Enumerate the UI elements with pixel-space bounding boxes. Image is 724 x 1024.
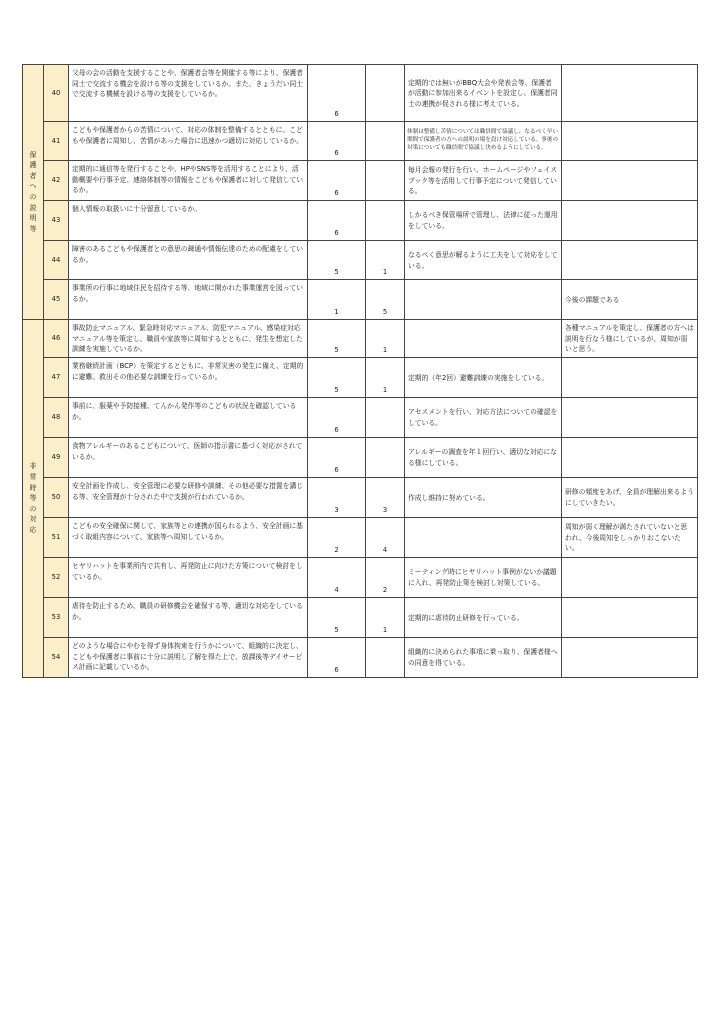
yes-count: 2 (308, 518, 366, 558)
improvement-cell (562, 65, 698, 122)
category-cell (23, 320, 44, 678)
comment-cell: 作成し維持に努めている。 (405, 478, 562, 518)
yes-count: 1 (308, 280, 366, 320)
item-number: 53 (44, 598, 69, 638)
item-number: 47 (44, 358, 69, 398)
item-number: 49 (44, 438, 69, 478)
item-text: 事業所の行事に地域住民を招待する等、地域に開かれた事業運営を図っているか。 (69, 280, 308, 320)
item-text: 業務継続計画（BCP）を策定するとともに、非常災害の発生に備え、定期的に避難、救出その他必要な訓練を行っているか。 (69, 358, 308, 398)
improvement-cell (562, 398, 698, 438)
item-text: こどもの安全確保に関して、家族等との連携が図られるよう、安全計画に基づく取組内容について、家族等へ周知しているか。 (69, 518, 308, 558)
table-row (23, 598, 698, 638)
item-text: 障害のあるこどもや保護者との意思の疎通や情報伝達のための配慮をしているか。 (69, 241, 308, 280)
table-row (23, 638, 698, 678)
table-row (23, 201, 698, 241)
yes-count: 3 (308, 478, 366, 518)
improvement-cell (562, 438, 698, 478)
table-row (23, 478, 698, 518)
table-row (23, 280, 698, 320)
item-number: 40 (44, 65, 69, 122)
item-text: 事前に、服薬や予防接種、てんかん発作等のこどもの状況を確認しているか。 (69, 398, 308, 438)
no-count: 1 (366, 241, 405, 280)
table-row (23, 518, 698, 558)
item-text: ヒヤリハットを事業所内で共有し、再発防止に向けた方策について検討をしているか。 (69, 558, 308, 598)
no-count: 3 (366, 478, 405, 518)
comment-cell: 定期的に虐待防止研修を行っている。 (405, 598, 562, 638)
item-text: 虐待を防止するため、職員の研修機会を確保する等、適切な対応をしているか。 (69, 598, 308, 638)
yes-count: 4 (308, 558, 366, 598)
item-text: 事故防止マニュアル、緊急時対応マニュアル、防犯マニュアル、感染症対応マニュアル等を策定し、職員や家族等に周知するとともに、発生を想定した訓練を実施しているか。 (69, 320, 308, 358)
no-count: 5 (366, 280, 405, 320)
table-row (23, 358, 698, 398)
yes-count: 6 (308, 638, 366, 678)
item-number: 50 (44, 478, 69, 518)
category-label: 非常時等の対応 (29, 462, 37, 534)
yes-count: 6 (308, 161, 366, 201)
no-count: 1 (366, 598, 405, 638)
yes-count: 6 (308, 398, 366, 438)
item-text: 安全計画を作成し、安全管理に必要な研修や訓練、その他必要な措置を講じる等、安全管理が十分された中で支援が行われているか。 (69, 478, 308, 518)
improvement-cell: 今後の課題である (562, 280, 698, 320)
table-row (23, 241, 698, 280)
improvement-cell (562, 598, 698, 638)
no-count (366, 438, 405, 478)
improvement-cell (562, 558, 698, 598)
item-number: 48 (44, 398, 69, 438)
no-count: 2 (366, 558, 405, 598)
item-number: 44 (44, 241, 69, 280)
item-number: 52 (44, 558, 69, 598)
yes-count: 6 (308, 201, 366, 241)
item-text: 個人情報の取扱いに十分留意しているか。 (69, 201, 308, 241)
table-row (23, 122, 698, 161)
no-count (366, 201, 405, 241)
item-text: 食物アレルギーのあるこどもについて、医師の指示書に基づく対応がされているか。 (69, 438, 308, 478)
improvement-cell (562, 122, 698, 161)
no-count (366, 65, 405, 122)
no-count (366, 161, 405, 201)
improvement-cell (562, 638, 698, 678)
table-row (23, 161, 698, 201)
yes-count: 5 (308, 320, 366, 358)
yes-count: 5 (308, 598, 366, 638)
item-text: こどもや保護者からの苦情について、対応の体制を整備するとともに、こどもや保護者に周知し、苦情があった場合に迅速かつ適切に対応しているか。 (69, 122, 308, 161)
yes-count: 5 (308, 358, 366, 398)
yes-count: 6 (308, 438, 366, 478)
item-number: 54 (44, 638, 69, 678)
item-text: どのような場合にやむを得ず身体拘束を行うかについて、組織的に決定し、こどもや保護者に事前に十分に説明し了解を得た上で、放課後等デイサービス計画に記載しているか。 (69, 638, 308, 678)
item-number: 42 (44, 161, 69, 201)
improvement-cell (562, 358, 698, 398)
comment-cell: アセスメントを行い、対応方法についての確認をしている。 (405, 398, 562, 438)
comment-cell: 体制は整備し苦情については職員間で協議し、なるべく早い期間で保護者の方への説明の場を設け対応している。事後の対策についても職員間で協議し決めるようにしている。 (405, 122, 562, 161)
comment-cell (405, 280, 562, 320)
improvement-cell (562, 201, 698, 241)
comment-cell: アレルギーの調査を年１回行い、適切な対応になる様にしている。 (405, 438, 562, 478)
comment-cell (405, 320, 562, 358)
comment-cell: しかるべき保管場所で管理し、法律に従った運用をしている。 (405, 201, 562, 241)
comment-cell: 毎月会報の発行を行い、ホームページやフェイスブック等を活用して行事予定について発信している。 (405, 161, 562, 201)
improvement-cell (562, 241, 698, 280)
item-number: 45 (44, 280, 69, 320)
comment-cell: 組織的に決められた事項に乗っ取り、保護者様への同意を得ている。 (405, 638, 562, 678)
yes-count: 5 (308, 241, 366, 280)
table-row (23, 438, 698, 478)
no-count (366, 638, 405, 678)
item-number: 41 (44, 122, 69, 161)
improvement-cell: 各種マニュアルを策定し、保護者の方へは説明を行なう様にしているが、周知が弱いと思う。 (562, 320, 698, 358)
comment-cell: なるべく意思が解るように工夫をして対応をしている。 (405, 241, 562, 280)
improvement-cell (562, 161, 698, 201)
category-cell (23, 65, 44, 320)
item-text: 父母の会の活動を支援することや、保護者会等を開催する等により、保護者同士で交流する機会を設ける等の支援をしているか。また、きょうだい同士で交流する機械を設ける等の支援をしているか。 (69, 65, 308, 122)
yes-count: 6 (308, 122, 366, 161)
table-row (23, 320, 698, 358)
comment-cell: ミーティング時にヒヤリハット事例がないか議題に入れ、再発防止策を検討し対策している。 (405, 558, 562, 598)
table-row (23, 65, 698, 122)
improvement-cell: 周知が弱く理解が満たされていないと思われ、今後周知をしっかりおこないたい。 (562, 518, 698, 558)
item-text: 定期的に通信等を発行することや、HPやSNS等を活用することにより、活動概要や行事予定、連絡体制等の情報をこどもや保護者に対して発信しているか。 (69, 161, 308, 201)
comment-cell: 定期的では無いがBBQ大会や発表会等、保護者が活動に参加出来るイベントを設定し、保護者同士の連携が促される様に考えている。 (405, 65, 562, 122)
table-row (23, 558, 698, 598)
table-row (23, 398, 698, 438)
no-count: 1 (366, 320, 405, 358)
comment-cell: 定期的（年2回）避難訓練の実施をしている。 (405, 358, 562, 398)
category-label: 保護者への説明等 (29, 150, 37, 233)
comment-cell (405, 518, 562, 558)
item-number: 46 (44, 320, 69, 358)
improvement-cell: 研修の頻度をあげ、全員が理解出来るようにしていきたい。 (562, 478, 698, 518)
no-count (366, 122, 405, 161)
evaluation-table (22, 64, 698, 678)
item-number: 43 (44, 201, 69, 241)
no-count: 4 (366, 518, 405, 558)
yes-count: 6 (308, 65, 366, 122)
item-number: 51 (44, 518, 69, 558)
no-count (366, 398, 405, 438)
no-count: 1 (366, 358, 405, 398)
